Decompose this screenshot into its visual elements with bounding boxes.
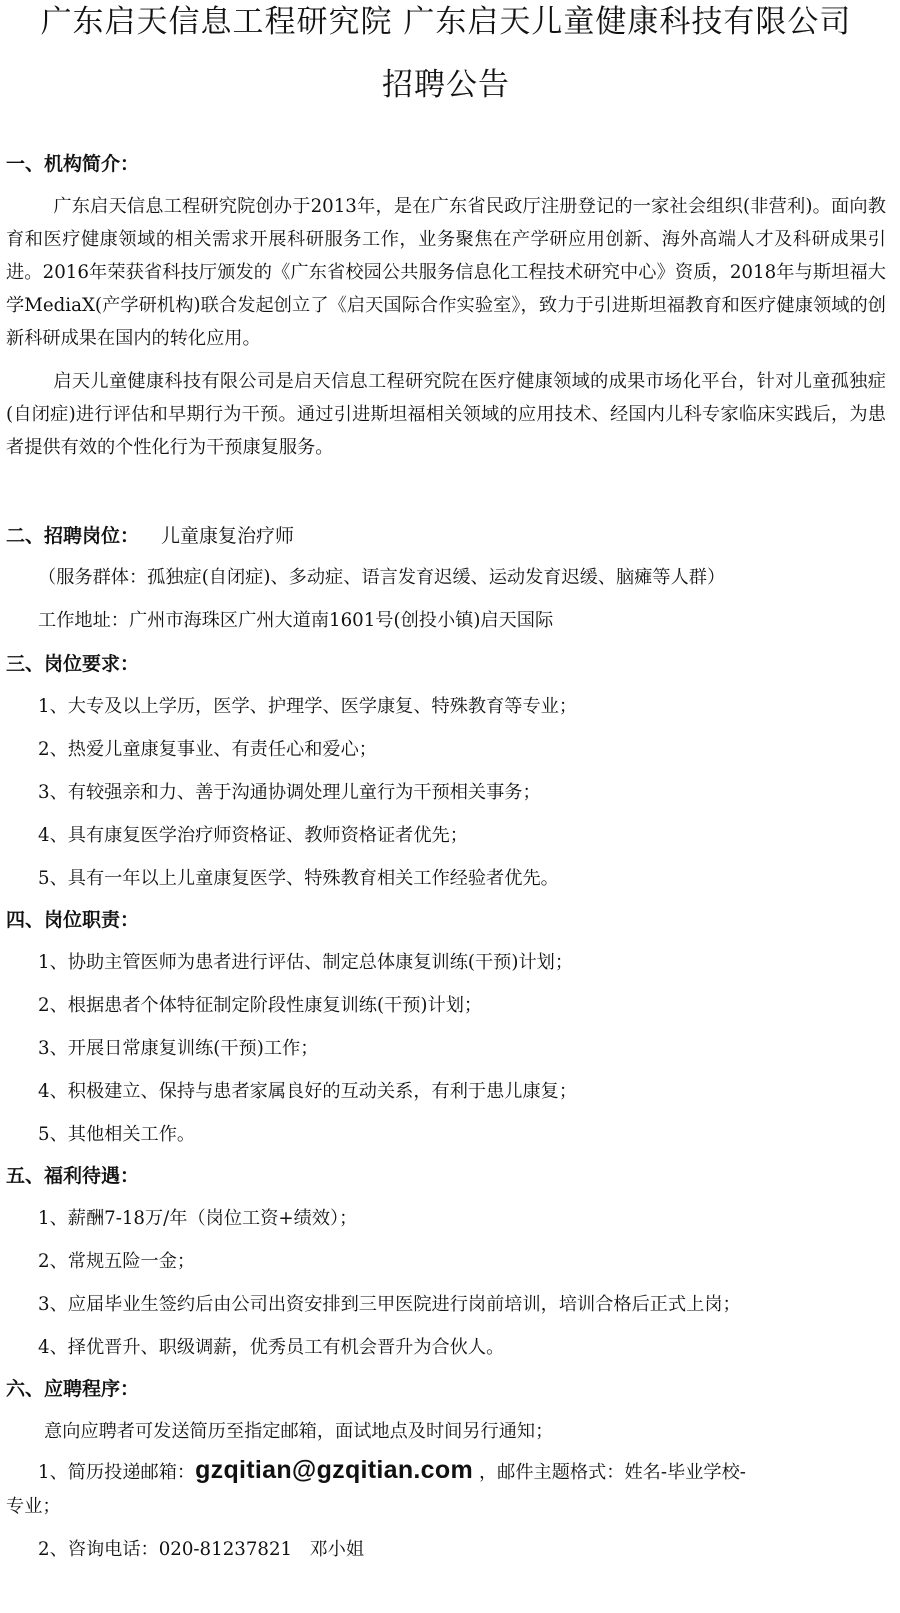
email-subject-format: ，邮件主题格式：姓名-毕业学校- xyxy=(478,1462,746,1483)
position-name: 儿童康复治疗师 xyxy=(161,525,295,547)
benefit-item: 4、择优晋升、职级调薪，优秀员工有机会晋升为合伙人。 xyxy=(38,1337,505,1358)
section-benefits-heading: 五、福利待遇： xyxy=(6,1165,140,1187)
section-benefits xyxy=(6,1164,886,1360)
benefit-item: 2、常规五险一金； xyxy=(38,1251,196,1272)
requirement-item: 4、具有康复医学治疗师资格证、教师资格证者优先； xyxy=(38,825,468,846)
duty-item: 4、积极建立、保持与患者家属良好的互动关系，有利于患儿康复； xyxy=(38,1081,578,1102)
intro-paragraph-2: 启天儿童健康科技有限公司是启天信息工程研究院在医疗健康领域的成果市场化平台，针对儿童孤独症(自闭症)进行评估和早期行为干预。通过引进斯坦福相关领域的应用技术、经国内儿科专家临床实践后，为患者提供有效的个性化行为干预康复服务。 xyxy=(6,371,886,458)
section-requirements xyxy=(6,652,886,891)
section-requirements-heading: 三、岗位要求： xyxy=(6,653,140,675)
title-line-2: 招聘公告 xyxy=(382,67,510,104)
intro-paragraph-1: 广东启天信息工程研究院创办于2013年，是在广东省民政厅注册登记的一家社会组织(非营利)。面向教育和医疗健康领域的相关需求开展科研服务工作，业务聚焦在产学研应用创新、海外高端人才及科研成果引进。2016年荣获省科技厅颁发的《广东省校园公共服务信息化工程技术研究中心》资质，2018年与斯坦福大学MediaX(产学研机构)联合发起创立了《启天国际合作实验室》，致力于引进斯坦福教育和医疗健康领域的创新科研成果在国内的转化应用。 xyxy=(6,196,886,349)
phone-line: 2、咨询电话：020-81237821 邓小姐 xyxy=(38,1539,365,1560)
email-subject-format-cont: 专业； xyxy=(6,1496,61,1517)
section-position-label: 二、招聘岗位： xyxy=(6,525,140,547)
duty-item: 5、其他相关工作。 xyxy=(38,1124,196,1145)
section-duties-heading: 四、岗位职责： xyxy=(6,909,140,931)
benefit-item: 3、应届毕业生签约后由公司出资安排到三甲医院进行岗前培训，培训合格后正式上岗； xyxy=(38,1294,741,1315)
duty-item: 1、协助主管医师为患者进行评估、制定总体康复训练(干预)计划； xyxy=(38,952,574,973)
email-line xyxy=(6,1458,886,1485)
benefit-item: 1、薪酬7-18万/年（岗位工资+绩效）； xyxy=(38,1208,358,1229)
email-label: 1、简历投递邮箱： xyxy=(38,1462,196,1483)
service-group: （服务群体：孤独症(自闭症)、多动症、语言发育迟缓、运动发育迟缓、脑瘫等人群） xyxy=(38,567,726,588)
application-intro: 意向应聘者可发送简历至指定邮箱，面试地点及时间另行通知； xyxy=(44,1421,554,1442)
duty-item: 2、根据患者个体特征制定阶段性康复训练(干预)计划； xyxy=(38,995,483,1016)
title-line-1: 广东启天信息工程研究院 广东启天儿童健康科技有限公司 xyxy=(40,4,852,40)
requirement-item: 3、有较强亲和力、善于沟通协调处理儿童行为干预相关事务； xyxy=(38,782,541,803)
requirement-item: 5、具有一年以上儿童康复医学、特殊教育相关工作经验者优先。 xyxy=(38,868,559,889)
email-address[interactable]: gzqitian@gzqitian.com xyxy=(195,1456,473,1484)
requirement-item: 2、热爱儿童康复事业、有责任心和爱心； xyxy=(38,739,377,760)
work-address: 工作地址：广州市海珠区广州大道南1601号(创投小镇)启天国际 xyxy=(38,610,554,631)
section-position-heading xyxy=(6,524,886,548)
duty-item: 3、开展日常康复训练(干预)工作； xyxy=(38,1038,319,1059)
section-application xyxy=(6,1377,886,1562)
section-application-heading: 六、应聘程序： xyxy=(6,1378,140,1400)
section-intro-heading: 一、机构简介： xyxy=(6,153,140,175)
section-position xyxy=(6,524,886,633)
section-intro xyxy=(6,152,886,464)
section-duties xyxy=(6,908,886,1147)
requirement-item: 1、大专及以上学历，医学、护理学、医学康复、特殊教育等专业； xyxy=(38,696,578,717)
